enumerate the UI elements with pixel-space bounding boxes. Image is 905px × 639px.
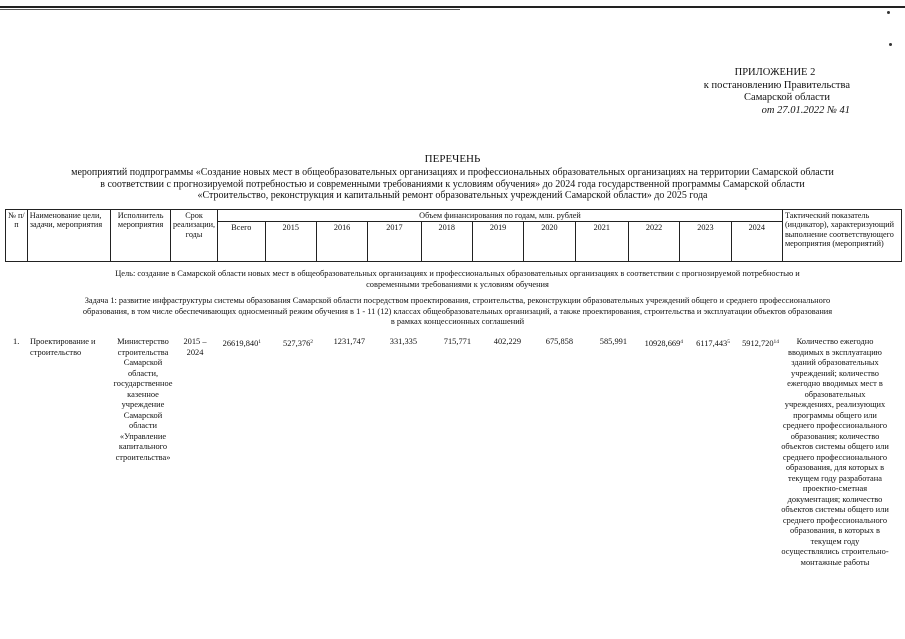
col-year: 2015 bbox=[265, 222, 316, 262]
appendix-date-number: от 27.01.2022 № 41 bbox=[761, 104, 850, 116]
col-year: 2024 bbox=[731, 222, 782, 262]
appendix-line: к постановлению Правительства bbox=[703, 79, 850, 91]
scan-top-border-inner bbox=[0, 9, 460, 10]
value: 6117,443 bbox=[696, 339, 728, 348]
col-year: 2017 bbox=[368, 222, 421, 262]
col-year: 2016 bbox=[316, 222, 367, 262]
value: 402,229 bbox=[493, 337, 521, 346]
goal-text: Цель: создание в Самарской области новых мест в общеобразовательных организациях и профессиональных образовательных организациях в соответствии с прогнозируемой потребностью и современными требованиями к условиям обучения bbox=[115, 269, 800, 289]
appendix-title: ПРИЛОЖЕНИЕ 2 bbox=[734, 67, 816, 78]
row-number: 1. bbox=[13, 337, 20, 346]
col-year: 2020 bbox=[524, 222, 575, 262]
row-total-value: 26619,840 bbox=[222, 339, 259, 348]
scan-speck bbox=[887, 11, 890, 14]
footnote-mark: 14 bbox=[773, 339, 779, 345]
title-line: в соответствии с прогнозируемой потребностью и современными требованиями к условиям обучения» до 2024 года государственной программы Самарской области bbox=[100, 178, 805, 190]
row-value-2017 bbox=[367, 337, 417, 348]
row-value-2018 bbox=[421, 337, 471, 348]
value: 10928,669 bbox=[644, 339, 681, 348]
row-value-2016 bbox=[315, 337, 365, 348]
row-value-2015 bbox=[263, 337, 313, 350]
value: 527,376 bbox=[283, 339, 311, 348]
row-value-2024 bbox=[731, 337, 779, 350]
col-executor: Исполнитель мероприятия bbox=[111, 210, 171, 262]
footnote-mark: 1 bbox=[258, 339, 261, 345]
value: 1231,747 bbox=[333, 337, 365, 346]
value: 585,991 bbox=[599, 337, 627, 346]
finance-table-header bbox=[5, 209, 902, 262]
col-period: Срок реализации, годы bbox=[171, 210, 218, 262]
col-year: 2021 bbox=[575, 222, 628, 262]
col-name: Наименование цели, задачи, мероприятия bbox=[27, 210, 110, 262]
row-name: Проектирование и строительство bbox=[30, 337, 96, 357]
row-indicator: Количество ежегодно вводимых в эксплуатацию зданий образовательных учреждений; количество ежегодно вводимых мест в образовательных учреждениях, реализующих программы общего или среднего профессионального образования; количество объектов системы общего или среднего профессионального образования, для которых в текущем году разработана проектно-сметная документация; количество объектов системы общего или среднего профессионального образования, в которых в текущем году осуществлялись строительно-монтажные работы bbox=[781, 337, 889, 567]
title-heading: ПЕРЕЧЕНЬ bbox=[424, 153, 481, 165]
row-period: 2015 – 2024 bbox=[183, 337, 207, 357]
row-value-2021 bbox=[577, 337, 627, 348]
scan-top-border bbox=[0, 6, 905, 8]
footnote-mark: 5 bbox=[727, 339, 730, 345]
col-number: № п/п bbox=[6, 210, 28, 262]
row-executor: Министерство строительства Самарской области, государственное казенное учреждение Самарской области «Управление капитального строительства» bbox=[113, 337, 173, 462]
appendix-block bbox=[660, 67, 850, 117]
title-line: мероприятий подпрограммы «Создание новых мест в общеобразовательных организациях и профессиональных образовательных организациях на территории Самарской области bbox=[71, 166, 834, 178]
col-indicator: Тактический показатель (индикатор), характеризующий выполнение соответствующего мероприятия (мероприятий) bbox=[782, 210, 901, 262]
value: 715,771 bbox=[443, 337, 471, 346]
row-total bbox=[213, 337, 261, 350]
value: 5912,720 bbox=[742, 339, 774, 348]
task-text: Задача 1: развитие инфраструктуры системы образования Самарской области посредством проектирования, строительства, реконструкции образовательных учреждений общего и среднего профессионального образования, в том числе обеспечивающих односменный режим обучения в 1 - 11 (12) классах общеобразовательных организаций, а также проектирования, строительства и эксплуатации объектов образования в рамках концессионных соглашений bbox=[82, 296, 833, 326]
col-total: Всего bbox=[218, 222, 266, 262]
value: 331,335 bbox=[389, 337, 417, 346]
appendix-line: Самарской области bbox=[744, 92, 830, 103]
title-line: «Строительство, реконструкция и капитальный ремонт образовательных учреждений Самарской области» до 2025 года bbox=[197, 190, 708, 202]
document-title bbox=[0, 154, 905, 202]
col-year: 2018 bbox=[421, 222, 472, 262]
row-value-2019 bbox=[473, 337, 521, 348]
col-finance: Объем финансирования по годам, млн. рублей bbox=[218, 210, 783, 222]
scan-speck bbox=[889, 43, 892, 46]
footnote-mark: 2 bbox=[310, 339, 313, 345]
col-year: 2022 bbox=[628, 222, 679, 262]
row-value-2023 bbox=[682, 337, 730, 350]
value: 675,858 bbox=[545, 337, 573, 346]
footnote-mark: 4 bbox=[680, 339, 683, 345]
row-value-2022 bbox=[629, 337, 683, 350]
row-value-2020 bbox=[525, 337, 573, 348]
col-year: 2023 bbox=[680, 222, 731, 262]
col-year: 2019 bbox=[472, 222, 523, 262]
